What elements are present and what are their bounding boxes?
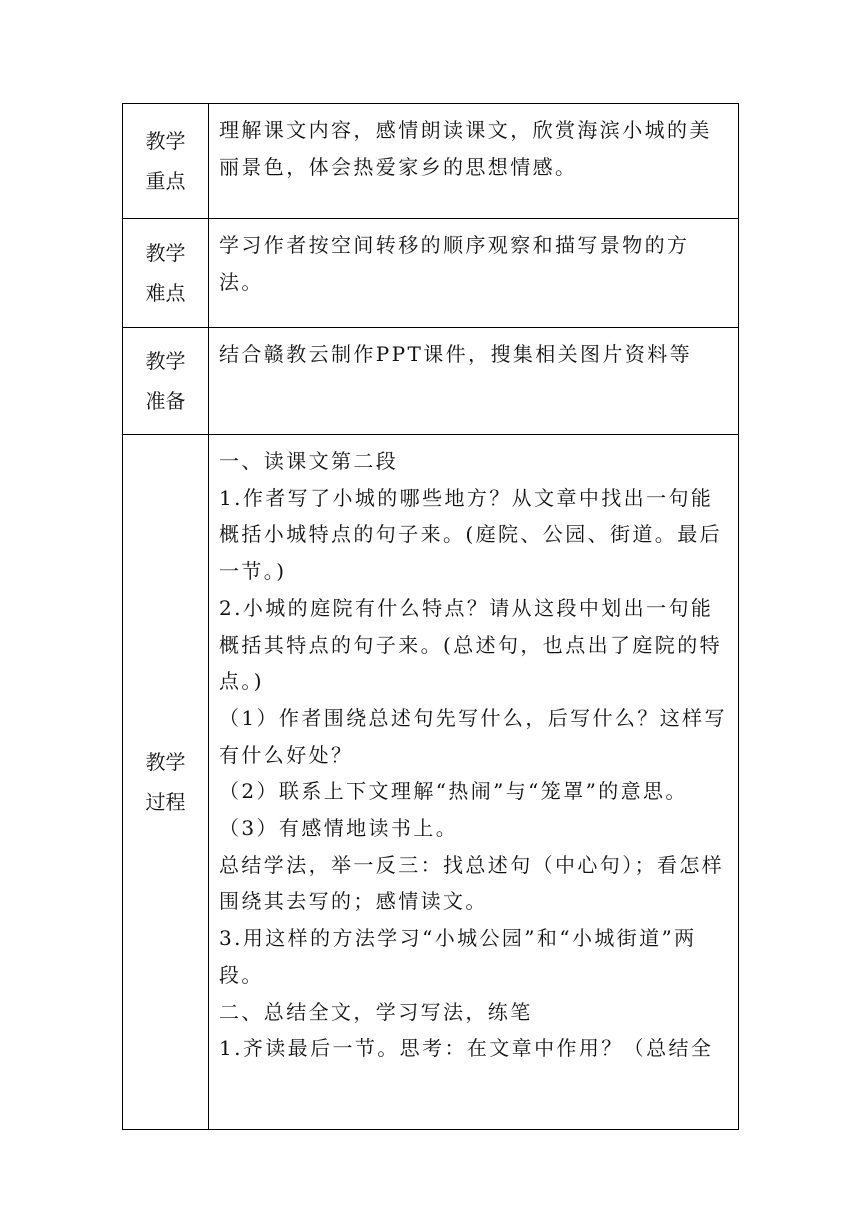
table-row-preparation [123, 328, 739, 435]
row-label [123, 104, 209, 219]
paragraph: 一、读课文第二段 [219, 449, 399, 473]
paragraph: （2）联系上下文理解“热闹”与“笼罩”的意思。 [219, 779, 688, 804]
paragraph: 3.用这样的方法学习“小城公园”和“小城街道”两段。 [219, 926, 697, 987]
label-line: 难点 [145, 281, 186, 305]
table-row-difficulties [123, 219, 739, 328]
row-content [209, 435, 739, 1130]
paragraph: 学习作者按空间转移的顺序观察和描写景物的方法。 [219, 233, 690, 294]
row-label [123, 219, 209, 328]
paragraph: （1）作者围绕总述句先写什么，后写什么？这样写有什么好处？ [219, 705, 727, 767]
paragraph: 结合赣教云制作PPT课件，搜集相关图片资料等 [219, 342, 693, 366]
lesson-plan-table [122, 103, 739, 1130]
paragraph: 总结学法，举一反三：找总述句（中心句）；看怎样围绕其去写的；感情读文。 [219, 852, 725, 914]
row-content [209, 219, 739, 328]
label-line: 过程 [145, 790, 186, 814]
table-row-key-points [123, 104, 739, 219]
row-label [123, 435, 209, 1130]
table-row-process [123, 435, 739, 1130]
paragraph: 1.齐读最后一节。思考：在文章中作用？（总结全 [219, 1036, 714, 1061]
label-line: 重点 [145, 169, 186, 193]
row-label [123, 328, 209, 435]
row-content [209, 328, 739, 435]
paragraph: 二、总结全文，学习写法，练笔 [219, 999, 533, 1024]
paragraph: 1.作者写了小城的哪些地方？从文章中找出一句能概括小城特点的句子来。(庭院、公园、街道。最后一节。) [219, 485, 723, 584]
paragraph: 理解课文内容，感情朗读课文，欣赏海滨小城的美丽景色，体会热爱家乡的思想情感。 [219, 118, 712, 179]
label-line: 教学 [145, 241, 186, 265]
label-line: 教学 [145, 349, 186, 373]
row-content [209, 104, 739, 219]
label-line: 准备 [145, 389, 186, 413]
paragraph: （3）有感情地读书上。 [219, 816, 459, 841]
label-line: 教学 [145, 129, 186, 153]
paragraph: 2.小城的庭院有什么特点？请从这段中划出一句能概括其特点的句子来。(总述句，也点出了庭院的特点。) [219, 595, 723, 694]
label-line: 教学 [145, 750, 186, 774]
